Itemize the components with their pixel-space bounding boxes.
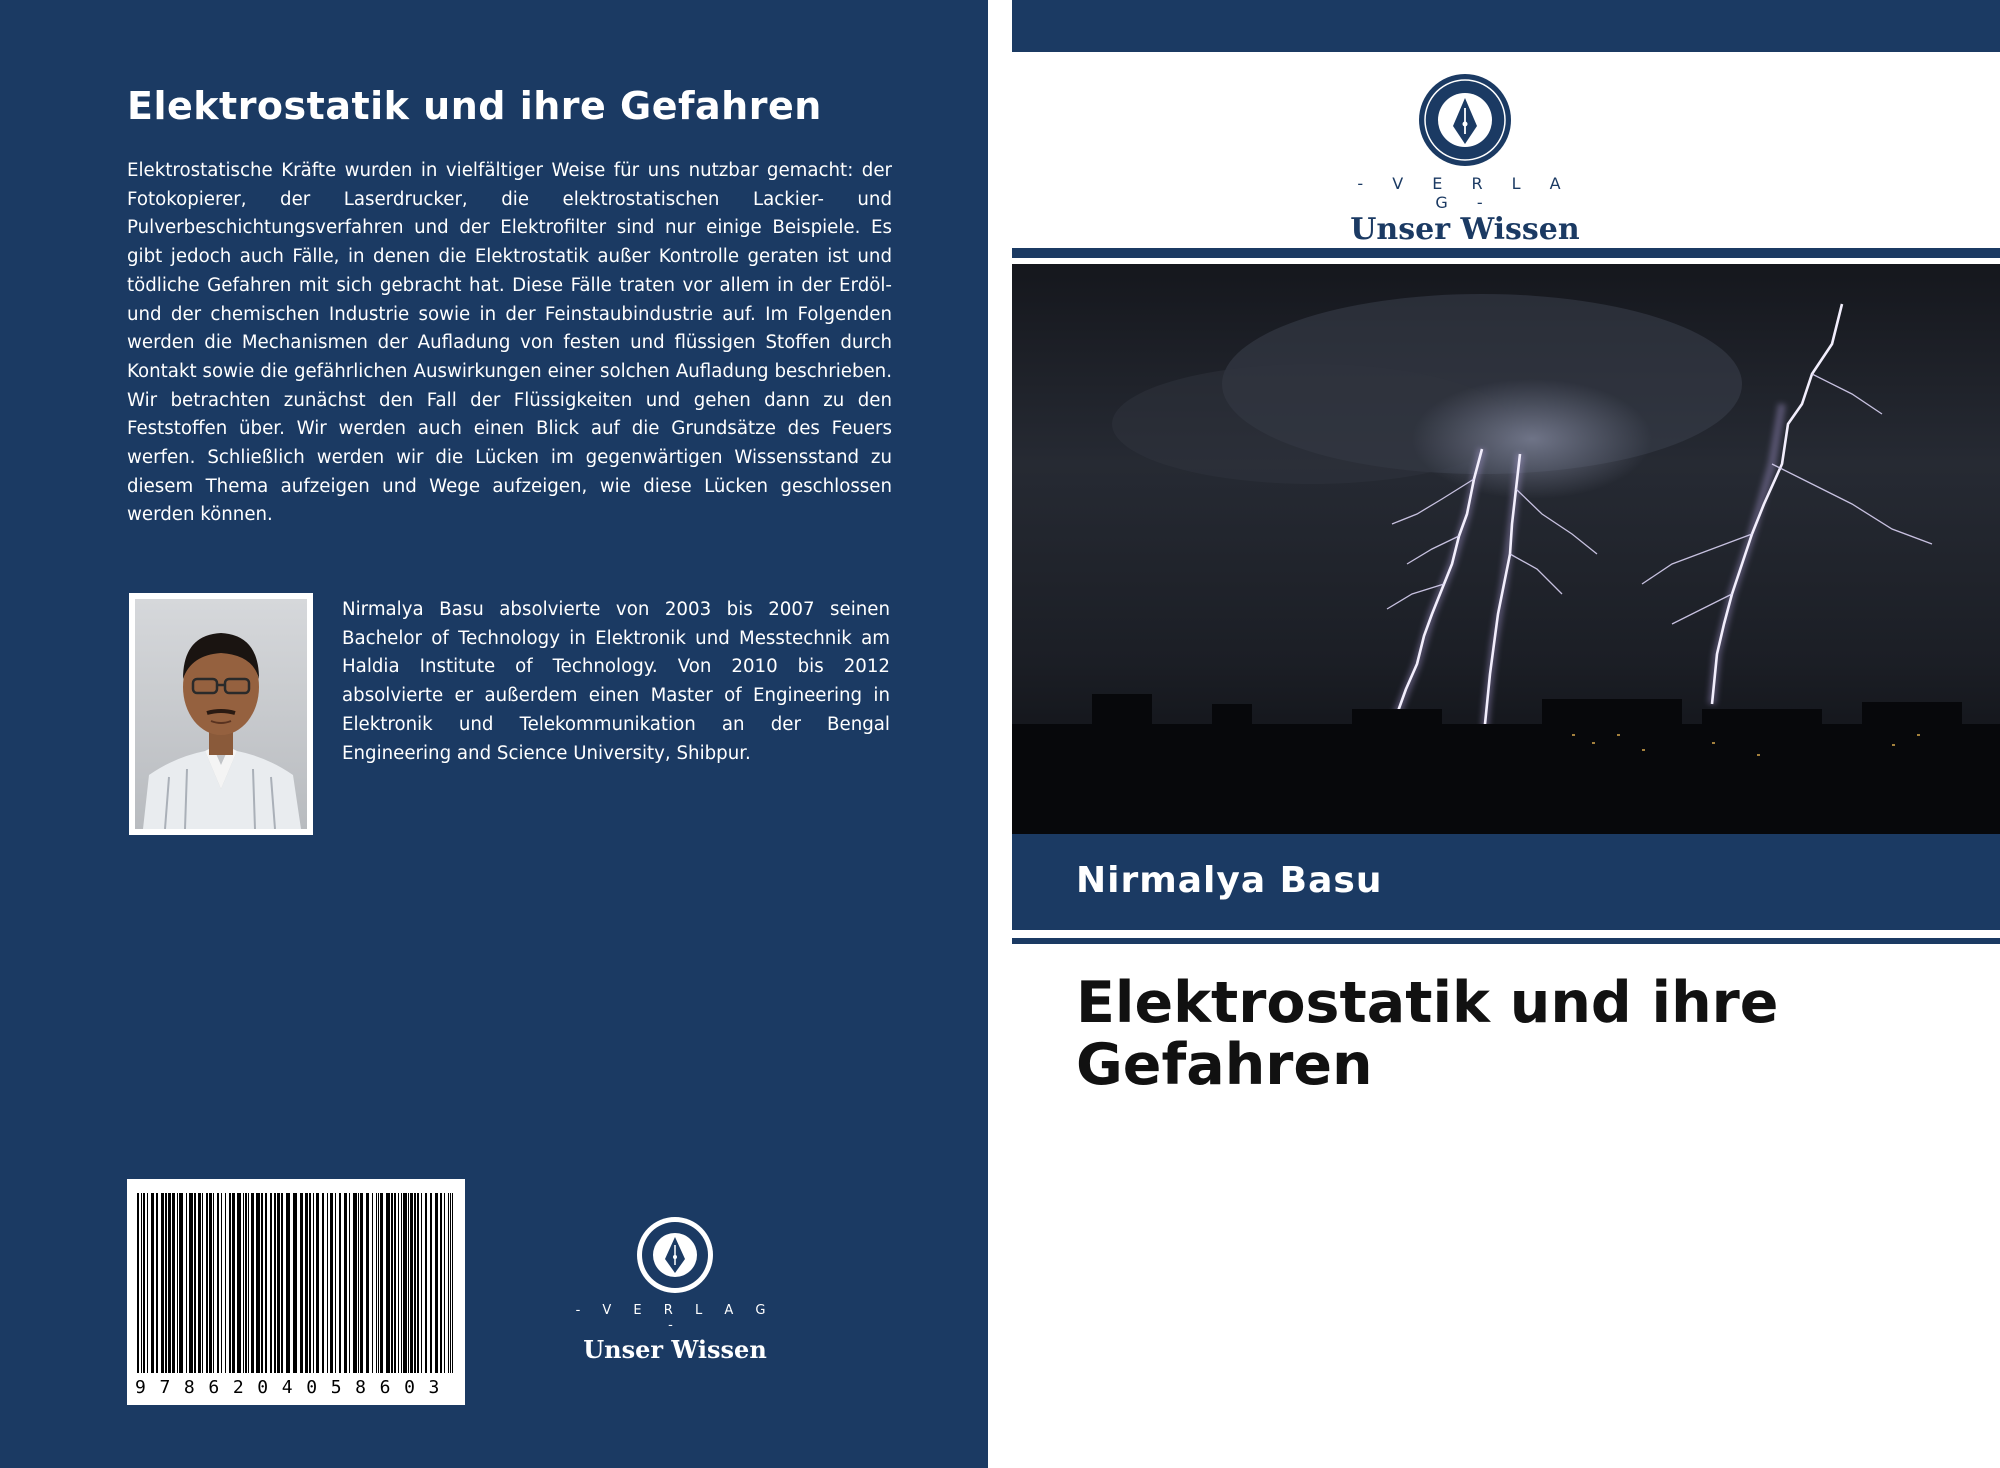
barcode-bar	[151, 1193, 154, 1373]
barcode-bar	[172, 1193, 175, 1373]
barcode-bar	[450, 1193, 451, 1373]
barcode-bar	[421, 1193, 422, 1373]
barcode-bar	[225, 1193, 226, 1373]
barcode-digit: 2	[232, 1377, 244, 1398]
barcode-bar	[270, 1193, 272, 1373]
barcode-bar	[313, 1193, 314, 1373]
barcode-bar	[309, 1193, 311, 1373]
barcode-digit: 4	[281, 1377, 293, 1398]
author-band	[1012, 834, 2000, 930]
barcode-bar	[137, 1193, 139, 1373]
barcode-bar	[248, 1193, 249, 1373]
barcode-bar	[353, 1193, 357, 1373]
author-bio: Nirmalya Basu absolvierte von 2003 bis 2007 seinen Bachelor of Technology in Elektronik und Messtechnik am Haldia Institute of Technology. Von 2010 bis 2012 absolvierte er außerdem einen Master of Engineering in Elektronik und Telekommunikation an der Bengal Engineering and Science University, Shibpur.	[342, 599, 890, 764]
front-publisher-name: Unser Wissen	[1350, 212, 1580, 247]
front-cover	[988, 0, 2000, 1468]
barcode-bar	[245, 1193, 247, 1373]
barcode-bar	[366, 1193, 369, 1373]
barcode-bar	[394, 1193, 396, 1373]
barcode-bar	[293, 1193, 297, 1373]
barcode-bar	[251, 1193, 254, 1373]
barcode-bar	[300, 1193, 303, 1373]
barcode-bar	[305, 1193, 308, 1373]
barcode-bar	[202, 1193, 203, 1373]
barcode-digit: 3	[428, 1377, 440, 1398]
barcode-bar	[335, 1193, 336, 1373]
barcode-bar	[168, 1193, 171, 1373]
barcode-bar	[229, 1193, 231, 1373]
barcode-bar	[440, 1193, 442, 1373]
barcode-bar	[177, 1193, 178, 1373]
publisher-seal-icon	[635, 1215, 715, 1295]
barcode-bar	[344, 1193, 347, 1373]
barcode-bar	[435, 1193, 438, 1373]
barcode-bar	[141, 1193, 142, 1373]
barcode-bar	[414, 1193, 416, 1373]
barcode-bar	[179, 1193, 183, 1373]
back-publisher-name: Unser Wissen	[583, 1335, 767, 1364]
barcode-image	[127, 1179, 465, 1405]
barcode-bar	[330, 1193, 333, 1373]
barcode-bar	[281, 1193, 283, 1373]
barcode-digit: 8	[355, 1377, 366, 1398]
barcode-digit: 7	[159, 1377, 171, 1398]
barcode-digit: 9	[135, 1377, 146, 1398]
barcode-digit: 6	[379, 1377, 391, 1398]
barcode-bar	[401, 1193, 402, 1373]
barcode-bar	[358, 1193, 359, 1373]
barcode-bar	[378, 1193, 379, 1373]
barcode-bar	[147, 1193, 148, 1373]
barcode-bar	[243, 1193, 244, 1373]
barcode-bar	[194, 1193, 196, 1373]
barcode-bar	[198, 1193, 201, 1373]
back-cover	[0, 0, 988, 1468]
barcode-bar	[143, 1193, 145, 1373]
barcode-bar	[165, 1193, 167, 1373]
barcode-bar	[339, 1193, 341, 1373]
barcode-bar	[261, 1193, 263, 1373]
barcode-bar	[189, 1193, 193, 1373]
publisher-seal-icon	[1417, 72, 1513, 168]
barcode-bar	[386, 1193, 390, 1373]
barcode-bar	[316, 1193, 319, 1373]
front-author-name: Nirmalya Basu	[1076, 860, 1383, 901]
barcode-bar	[349, 1193, 350, 1373]
barcode-bar	[417, 1193, 419, 1373]
back-cover-title: Elektrostatik und ihre Gefahren	[127, 84, 822, 128]
barcode-bar	[232, 1193, 235, 1373]
barcode-bar	[221, 1193, 222, 1373]
barcode-bar	[274, 1193, 276, 1373]
barcode-bar	[410, 1193, 413, 1373]
top-divider-rule	[1012, 248, 2000, 258]
barcode-bar	[156, 1193, 158, 1373]
barcode-bar	[237, 1193, 241, 1373]
back-verlag-label: - V E R L A G -	[575, 1303, 775, 1333]
author-photo	[129, 593, 313, 835]
back-cover-blurb: Elektrostatische Kräfte wurden in vielfältiger Weise für uns nutzbar gemacht: der Fotokopierer, der Laserdrucker, die elektrostatischen Lackier- und Pulverbeschichtungsverfahren und der Elektrofilter sind nur einige Beispiele. Es gibt jedoch auch Fälle, in denen die Elektrostatik außer Kontrolle geraten ist und tödliche Gefahren mit sich gebracht hat. Diese Fälle traten vor allem in der Erdöl- und der chemischen Industrie sowie in der Feinstaubindustrie auf. Im Folgenden werden die Mechanismen der Aufladung von festen und flüssigen Stoffen durch Kontakt sowie die gefährlichen Auswirkungen einer solchen Aufladung beschrieben. Wir betrachten zunächst den Fall der Flüssigkeiten und gehen dann zu den Feststoffen über. Wir werden auch einen Blick auf die Grundsätze des Feuers werfen. Schließlich werden wir die Lücken im gegenwärtigen Wissensstand zu diesem Thema aufzeigen und Wege aufzeigen, wie diese Lücken geschlossen werden können.	[127, 160, 892, 526]
front-cover-title: Elektrostatik und ihre Gefahren	[1076, 970, 1779, 1098]
barcode-bar	[444, 1193, 445, 1373]
barcode-bar	[213, 1193, 214, 1373]
barcode-bar	[217, 1193, 219, 1373]
barcode-digit: 5	[330, 1377, 342, 1398]
barcode-bar	[277, 1193, 280, 1373]
barcode-bar	[430, 1193, 432, 1373]
barcode-bar	[256, 1193, 260, 1373]
barcode-bar	[376, 1193, 377, 1373]
barcode-bar	[448, 1193, 449, 1373]
front-verlag-label: - V E R L A G -	[1357, 174, 1573, 212]
barcode-bar	[398, 1193, 399, 1373]
barcode-digit: 0	[404, 1377, 415, 1398]
barcode-bar	[186, 1193, 187, 1373]
barcode-digit: 6	[208, 1377, 220, 1398]
barcode-bar	[408, 1193, 409, 1373]
barcode-bar	[452, 1193, 453, 1373]
lightning-storm-image	[1012, 264, 2000, 834]
barcode-digit: 0	[257, 1377, 269, 1398]
barcode-bar	[372, 1193, 373, 1373]
author-portrait-image	[135, 599, 307, 829]
back-publisher-logo	[575, 1215, 775, 1364]
barcode-bar	[209, 1193, 212, 1373]
barcode-digit: 8	[183, 1377, 195, 1398]
barcode-bar	[391, 1193, 393, 1373]
barcode-bar	[327, 1193, 328, 1373]
isbn-barcode	[127, 1179, 465, 1405]
bottom-divider-rule	[1012, 938, 2000, 944]
barcode-bar	[322, 1193, 324, 1373]
barcode-bar	[380, 1193, 383, 1373]
barcode-bar	[360, 1193, 363, 1373]
barcode-bar	[403, 1193, 407, 1373]
front-top-bar	[1012, 0, 2000, 52]
barcode-bar	[161, 1193, 164, 1373]
barcode-digit: 0	[306, 1377, 318, 1398]
barcode-bar	[286, 1193, 290, 1373]
barcode-bar	[425, 1193, 427, 1373]
barcode-bar	[265, 1193, 267, 1373]
front-publisher-logo	[1340, 72, 1590, 247]
barcode-bar	[206, 1193, 208, 1373]
